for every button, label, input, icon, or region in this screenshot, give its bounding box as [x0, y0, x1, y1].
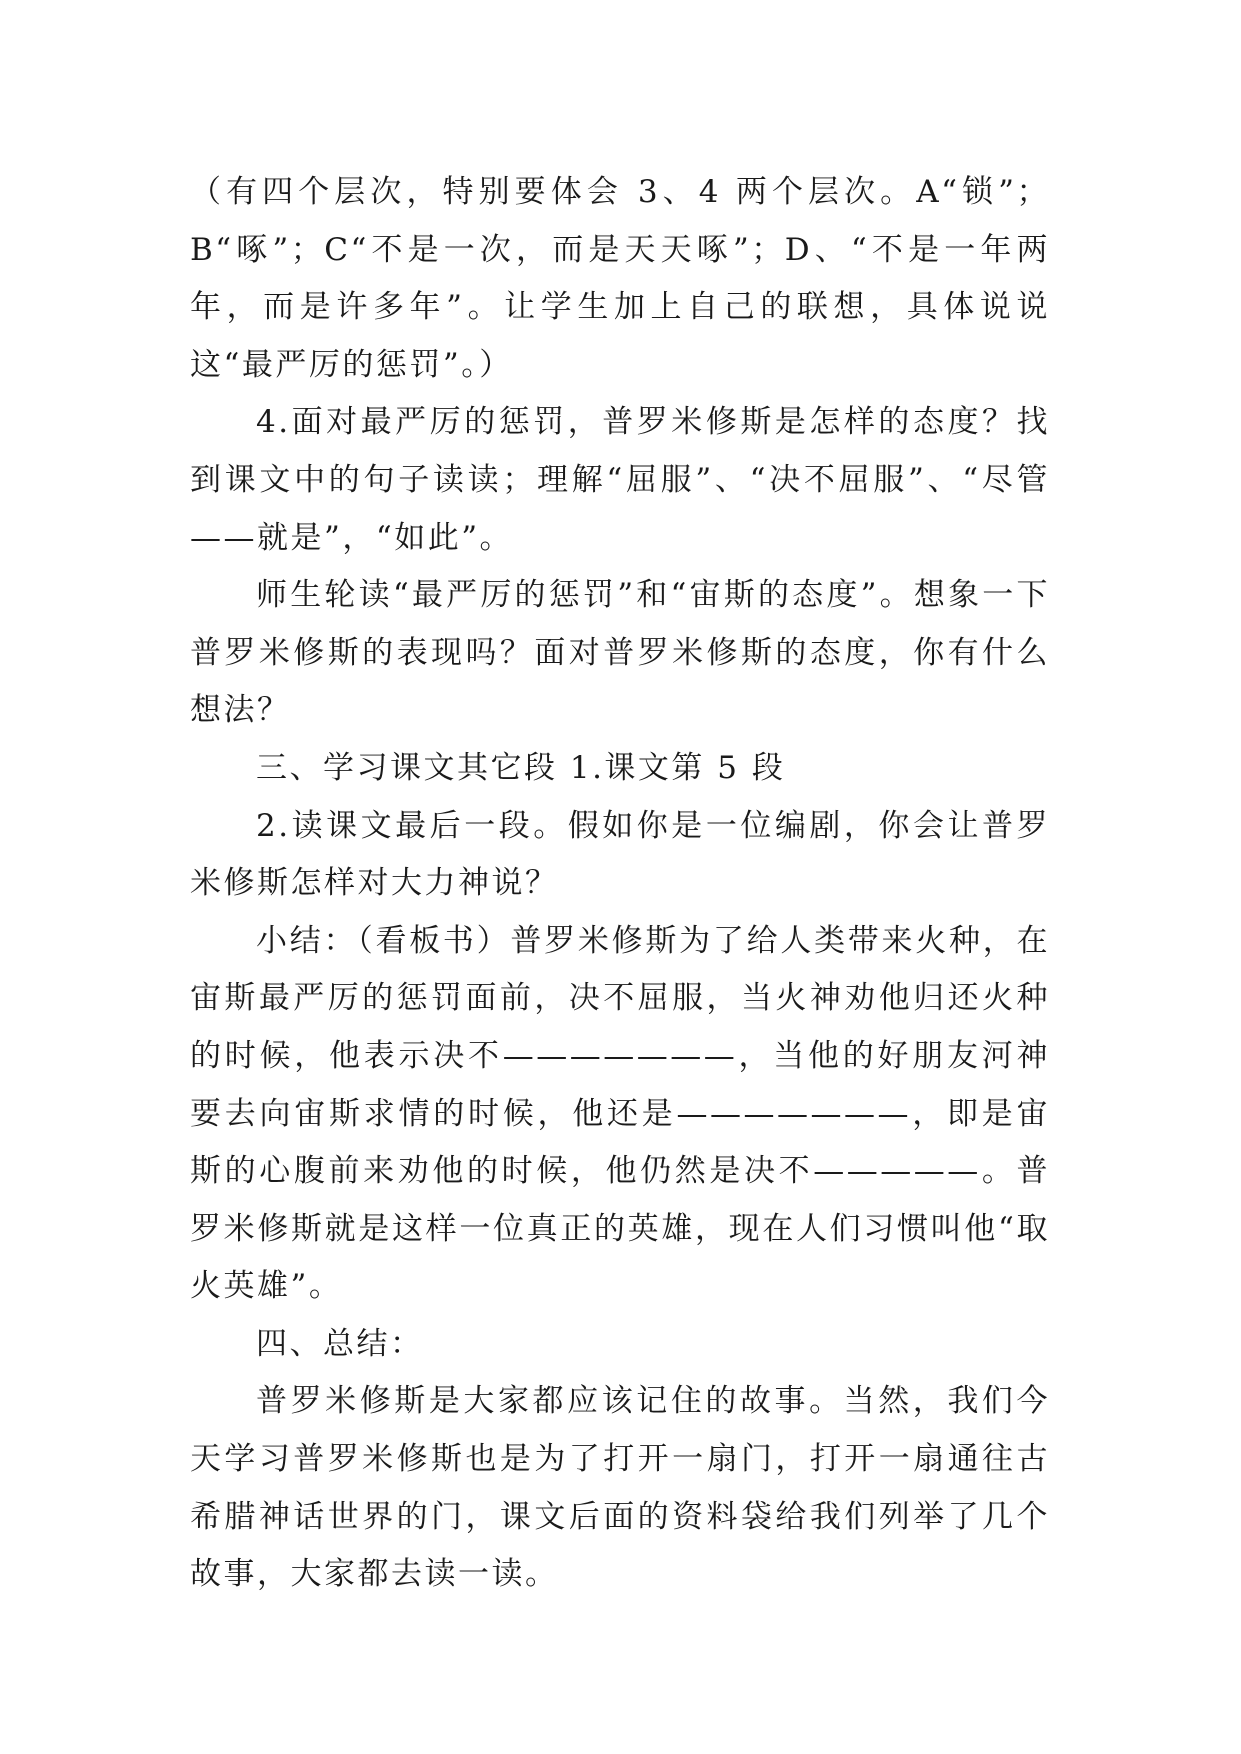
paragraph-question-4-attitude: 4.面对最严厉的惩罚，普罗米修斯是怎样的态度？找到课文中的句子读读；理解“屈服”、“决不屈服”、“尽管——就是”，“如此”。: [190, 404, 1050, 556]
section-heading-4-conclusion: 四、总结：: [256, 1325, 424, 1362]
section-heading-3-other-paragraphs: 三、学习课文其它段 1.课文第 5 段: [256, 749, 786, 786]
paragraph-question-2-last-section: 2.读课文最后一段。假如你是一位编剧，你会让普罗米修斯怎样对大力神说？: [190, 807, 1050, 902]
document-body: [190, 164, 1050, 1604]
paragraph-summary: 小结：（看板书）普罗米修斯为了给人类带来火种，在宙斯最严厉的惩罚面前，决不屈服，当火神劝他归还火种的时候，他表示决不———————，当他的好朋友河神要去向宙斯求情的时候，他还是———————，即是宙斯的心腹前来劝他的时候，他仍然是决不—————。普罗米修斯就是这样一位真正的英雄，现在人们习惯叫他“取火英雄”。: [190, 922, 1050, 1305]
paragraph-levels-explanation: （有四个层次，特别要体会 3、4 两个层次。A“锁”；B“啄”；C“不是一次，而是天天啄”；D、“不是一年两年，而是许多年”。让学生加上自己的联想，具体说说这“最严厉的惩罚”。）: [190, 174, 1050, 383]
paragraph-conclusion: 普罗米修斯是大家都应该记住的故事。当然，我们今天学习普罗米修斯也是为了打开一扇门，打开一扇通往古希腊神话世界的门，课文后面的资料袋给我们列举了几个故事，大家都去读一读。: [190, 1383, 1050, 1593]
paragraph-teacher-student-reading: 师生轮读“最严厉的惩罚”和“宙斯的态度”。想象一下普罗米修斯的表现吗？面对普罗米修斯的态度，你有什么想法？: [190, 577, 1050, 729]
